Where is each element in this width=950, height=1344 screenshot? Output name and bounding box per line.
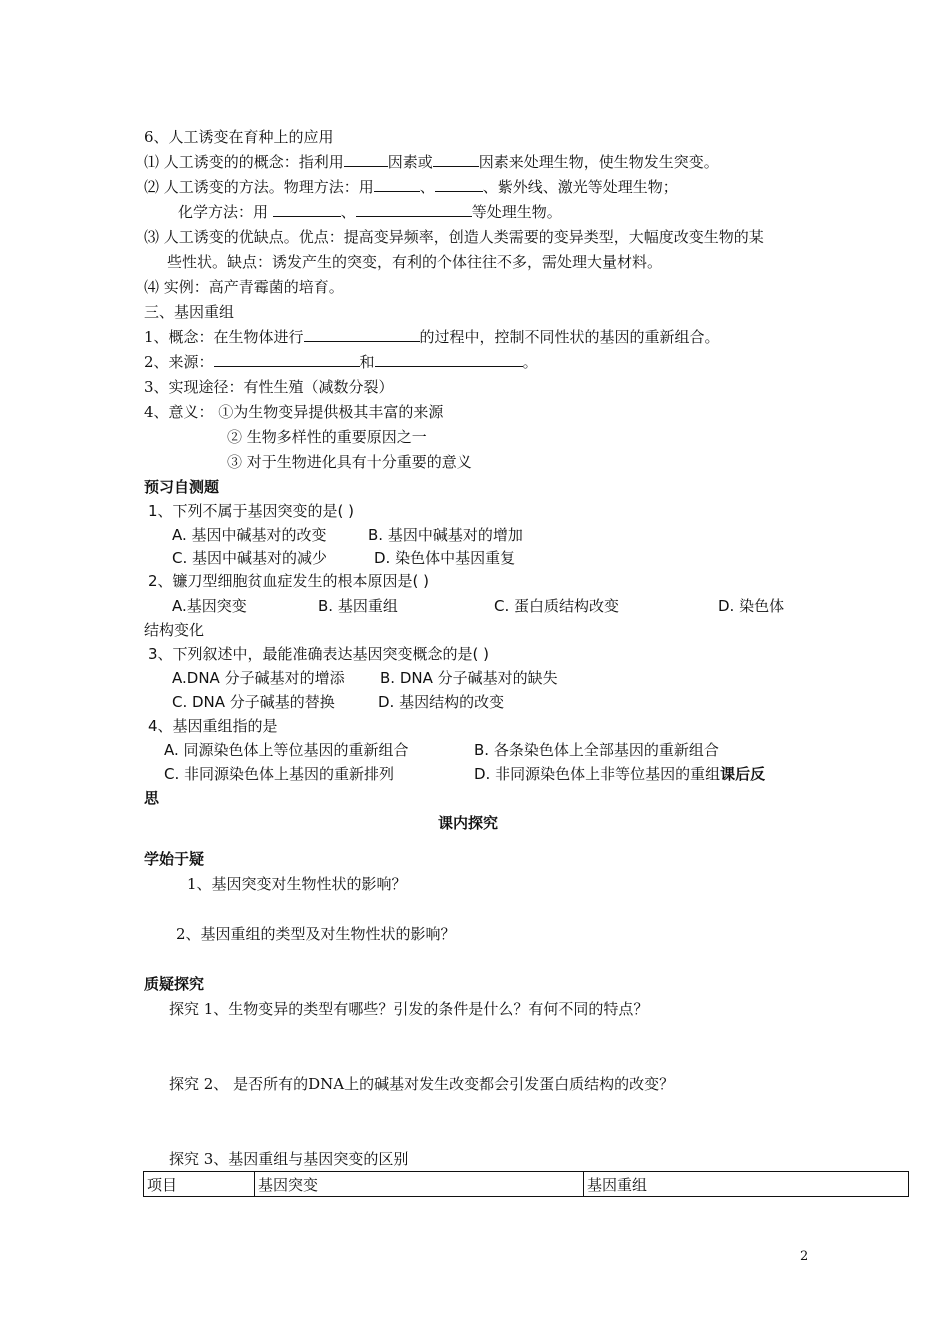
explore-3: 探究 3、基因重组与基因突变的区别: [169, 1150, 409, 1168]
meaning-line-2: ② 生物多样性的重要原因之一: [227, 428, 427, 446]
text: 因素或: [387, 153, 433, 171]
meaning-line-3: ③ 对于生物进化具有十分重要的意义: [227, 453, 472, 471]
fill-blank[interactable]: [304, 326, 420, 342]
fill-blank[interactable]: [356, 201, 472, 217]
text: ⑴ 人工诱变的的概念：指利用: [144, 153, 344, 171]
meaning-line: 4、意义： ①为生物变异提供极其丰富的来源: [144, 403, 444, 421]
pros-cons-line: ⑶ 人工诱变的优缺点。优点：提高变异频率，创造人类需要的变异类型，大幅度改变生物的某: [144, 228, 764, 246]
question-2: 2、镰刀型细胞贫血症发生的根本原因是( ): [148, 572, 430, 590]
text: 因素来处理生物，使生物发生突变。: [478, 153, 719, 171]
source-line: [144, 351, 538, 373]
option-q4-c[interactable]: C. 非同源染色体上基因的重新排列: [164, 765, 395, 783]
question-3: 3、下列叙述中，最能准确表达基因突变概念的是( ): [148, 645, 490, 663]
text: 、紫外线、激光等处理生物；: [482, 178, 678, 196]
table-header-recombination: 基因重组: [584, 1172, 909, 1197]
text: 等处理生物。: [471, 203, 562, 221]
text: ⑵ 人工诱变的方法。物理方法：用: [144, 178, 374, 196]
option-q3-b[interactable]: B. DNA 分子碱基对的缺失: [380, 669, 558, 687]
table-header-item: 项目: [144, 1172, 255, 1197]
table-header-row: [144, 1172, 909, 1197]
learn-question-2: 2、基因重组的类型及对生物性状的影响？: [176, 925, 456, 943]
text: 和: [359, 353, 375, 371]
explore-2: 探究 2、 是否所有的DNA上的碱基对发生改变都会引发蛋白质结构的改变？: [169, 1075, 675, 1093]
option-q2-c[interactable]: C. 蛋白质结构改变: [494, 597, 620, 615]
option-q1-c[interactable]: C. 基因中碱基对的减少: [172, 549, 328, 567]
option-q2-b[interactable]: B. 基因重组: [318, 597, 398, 615]
text: 2、来源：: [144, 353, 214, 371]
option-q1-a[interactable]: A. 基因中碱基对的改变: [172, 526, 327, 544]
quiz-heading: 预习自测题: [144, 478, 220, 496]
learn-heading: 学始于疑: [144, 850, 205, 868]
fill-blank[interactable]: [435, 176, 483, 192]
pathway-line: 3、实现途径：有性生殖（减数分裂）: [144, 378, 394, 396]
question-4: 4、基因重组指的是: [148, 717, 278, 735]
explore-heading: 质疑探究: [144, 975, 205, 993]
reflection-heading-cont: 思: [144, 789, 160, 807]
reflection-heading: 课后反: [720, 765, 766, 783]
option-q2-a[interactable]: A.基因突变: [172, 597, 247, 615]
option-q2-d-cont: 结构变化: [144, 621, 205, 639]
concept-line: [144, 151, 719, 173]
text: 、: [340, 203, 356, 221]
section6-heading: 6、人工诱变在育种上的应用: [144, 128, 334, 146]
concept2-line: [144, 326, 720, 348]
fill-blank[interactable]: [273, 201, 341, 217]
text: 、: [419, 178, 435, 196]
explore-1: 探究 1、生物变异的类型有哪些？引发的条件是什么？有何不同的特点？: [169, 1000, 649, 1018]
text: 化学方法：用: [178, 203, 273, 221]
method-line: [144, 176, 678, 198]
table-header-mutation: 基因突变: [255, 1172, 584, 1197]
example-line: ⑷ 实例：高产青霉菌的培育。: [144, 278, 344, 296]
fill-blank[interactable]: [344, 151, 388, 167]
option-q1-b[interactable]: B. 基因中碱基对的增加: [368, 526, 523, 544]
section3-heading: 三、基因重组: [144, 303, 235, 321]
option-q4-d[interactable]: D. 非同源染色体上非等位基因的重组: [474, 765, 721, 783]
option-q4-d-line: [474, 763, 765, 785]
fill-blank[interactable]: [214, 351, 360, 367]
page-number: 2: [800, 1249, 809, 1264]
option-q4-a[interactable]: A. 同源染色体上等位基因的重新组合: [164, 741, 409, 759]
option-q2-d[interactable]: D. 染色体: [718, 597, 785, 615]
fill-blank[interactable]: [375, 351, 523, 367]
chem-method-line: [178, 201, 562, 223]
option-q4-b[interactable]: B. 各条染色体上全部基因的重新组合: [474, 741, 719, 759]
option-q1-d[interactable]: D. 染色体中基因重复: [374, 549, 516, 567]
fill-blank[interactable]: [433, 151, 479, 167]
text: 。: [522, 353, 538, 371]
option-q3-a[interactable]: A.DNA 分子碱基对的增添: [172, 669, 345, 687]
option-q3-c[interactable]: C. DNA 分子碱基的替换: [172, 693, 335, 711]
text: 的过程中，控制不同性状的基因的重新组合。: [419, 328, 720, 346]
option-q3-d[interactable]: D. 基因结构的改变: [378, 693, 505, 711]
question-1: 1、下列不属于基因突变的是( ): [148, 502, 355, 520]
pros-cons-line-2: 些性状。缺点：诱发产生的突变，有利的个体往往不多，需处理大量材料。: [167, 253, 663, 271]
inclass-title: 课内探究: [438, 814, 499, 832]
fill-blank[interactable]: [374, 176, 420, 192]
text: 1、概念：在生物体进行: [144, 328, 304, 346]
learn-question-1: 1、基因突变对生物性状的影响？: [187, 875, 407, 893]
comparison-table: [143, 1171, 909, 1197]
